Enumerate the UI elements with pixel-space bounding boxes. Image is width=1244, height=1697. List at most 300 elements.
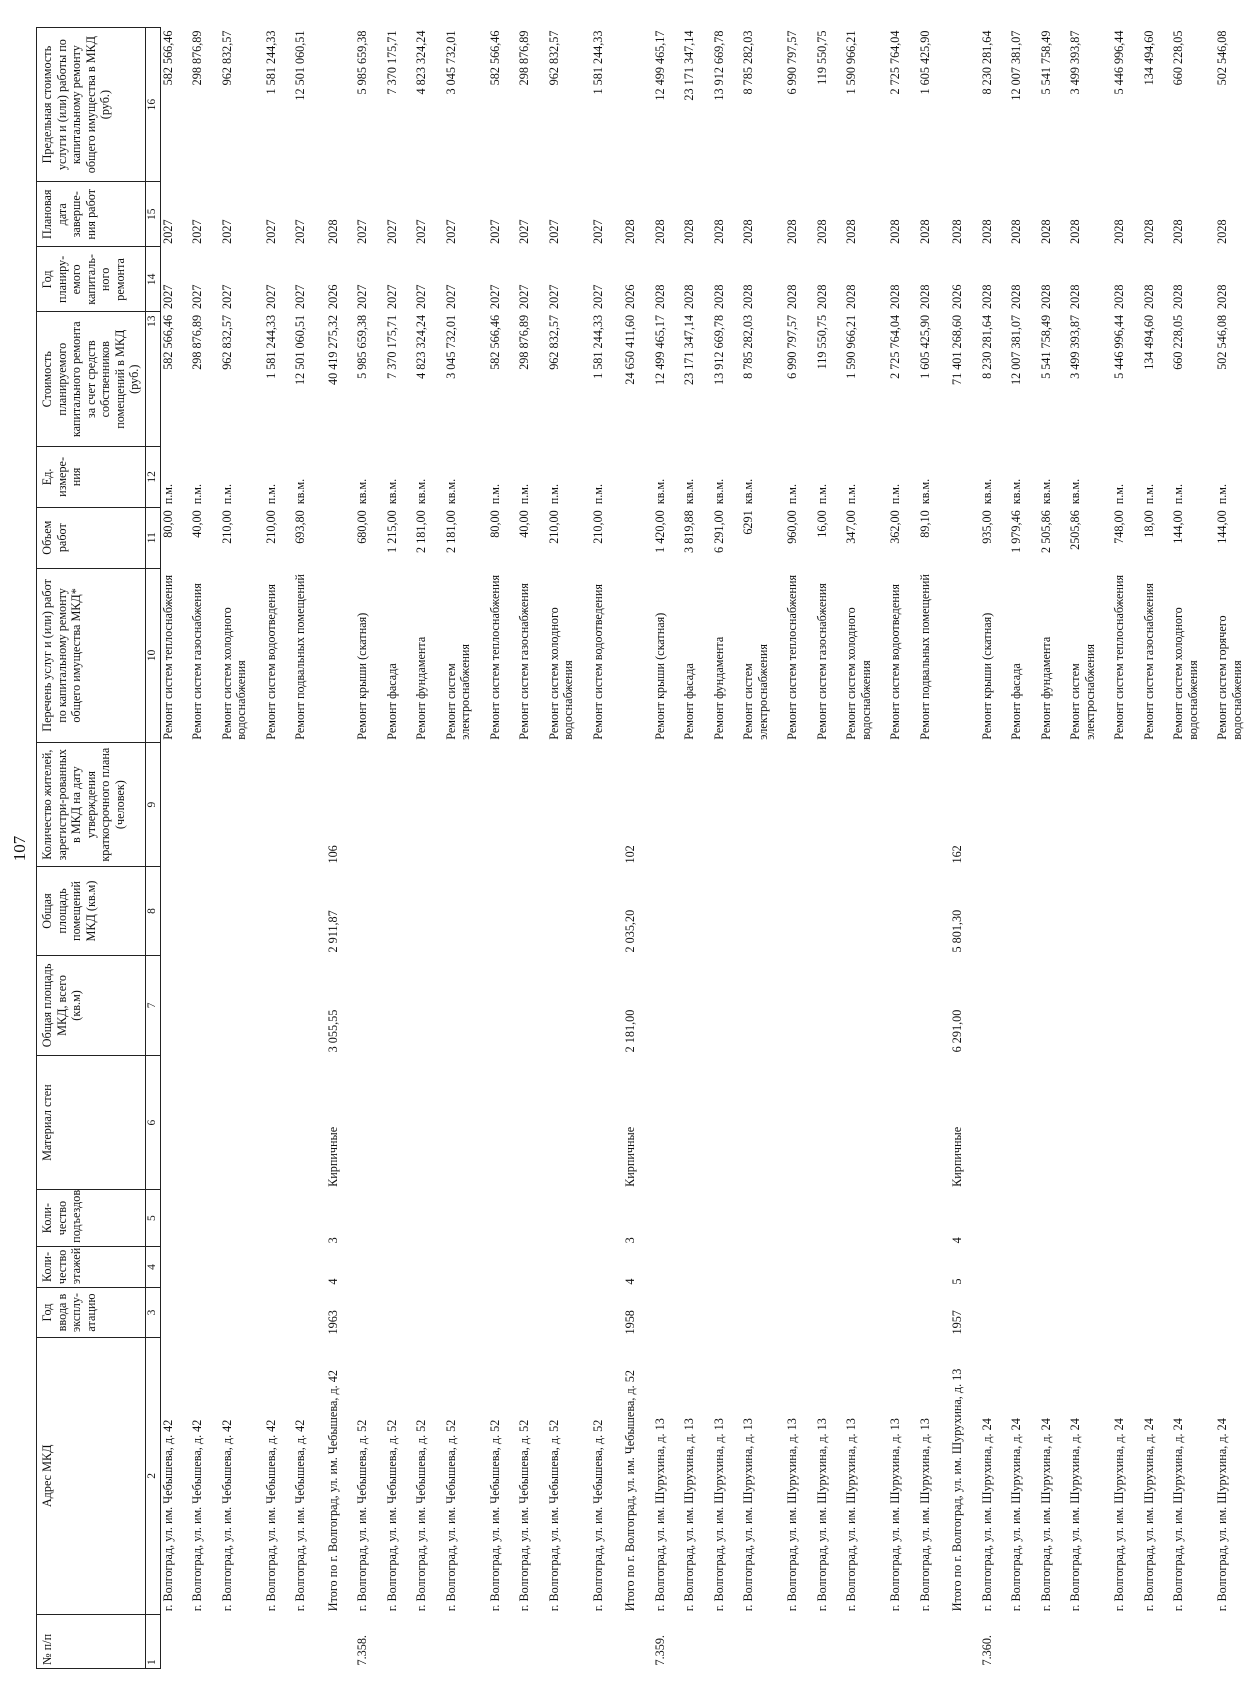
cell-col-6 — [1053, 1055, 1097, 1190]
cell-col-5 — [1097, 1190, 1127, 1246]
cell-col-13: 40 419 275,32 — [325, 314, 340, 386]
header-cell: Предельная стоимость услуги и (или) работы по капитальному ремонту общего имущества в МКД (руб.) — [37, 28, 146, 182]
cell-col-10: Ремонт систем газоснабжения — [1141, 583, 1156, 740]
cell-col-1 — [249, 1614, 279, 1668]
cell-col-6 — [667, 1055, 697, 1190]
cell-col-15: 2027 — [590, 219, 605, 244]
cell-col-9 — [697, 743, 727, 867]
cell-col-16: 3 499 393,87 — [1068, 30, 1082, 95]
cell-col-1: 7.358. — [355, 1635, 369, 1666]
cell-col-16: 4 823 324,24 — [414, 30, 428, 95]
cell-col-6: Кирпичные — [950, 1126, 964, 1187]
cell-col-2: г. Волгоград, ул. им. Шурухина, д. 24 — [1141, 1418, 1156, 1612]
cell-col-15: 2028 — [1112, 219, 1126, 244]
cell-col-3 — [770, 1288, 800, 1338]
cell-col-11: 693,80 — [293, 510, 307, 544]
cell-col-6 — [502, 1055, 532, 1190]
cell-col-2: г. Волгоград, ул. им. Шурухина, д. 24 — [979, 1418, 994, 1612]
cell-col-16: 134 494,60 — [1141, 30, 1156, 86]
cell-col-10: Ремонт систем водоотведения — [888, 584, 902, 740]
cell-col-6 — [903, 1055, 933, 1190]
cell-col-14: 2028 — [1112, 284, 1126, 309]
cell-col-6 — [1156, 1055, 1200, 1190]
cell-col-11: 210,00 — [219, 510, 234, 544]
cell-col-8 — [1156, 867, 1200, 956]
cell-col-9 — [532, 743, 576, 867]
cell-col-7 — [1127, 955, 1157, 1055]
cell-col-11 — [932, 507, 965, 568]
cell-col-16: 119 550,75 — [814, 30, 829, 85]
cell-col-14: 2028 — [1068, 284, 1082, 309]
cell-col-3 — [175, 1288, 205, 1338]
cell-col-9 — [340, 743, 370, 867]
cell-col-4: 5 — [950, 1278, 964, 1285]
cell-col-12: п.м. — [814, 483, 829, 505]
cell-col-12: кв.м. — [355, 478, 369, 505]
cell-col-9 — [502, 743, 532, 867]
cell-col-10: Ремонт подвальных помещений — [293, 574, 307, 740]
cell-col-11: 2505,86 — [1068, 510, 1082, 550]
cell-col-8 — [205, 867, 249, 956]
cell-col-1 — [726, 1614, 770, 1668]
cell-col-10: Ремонт систем газоснабжения — [517, 583, 531, 740]
cell-col-14: 2027 — [384, 284, 399, 309]
cell-col-8 — [994, 867, 1024, 956]
cell-col-2: г. Волгоград, ул. им. Шурухина, д. 13 — [814, 1418, 829, 1612]
cell-col-10: Ремонт систем холодного водоснабжения — [546, 607, 575, 740]
cell-col-2: г. Волгоград, ул. им. Чебышева, д. 42 — [190, 1419, 204, 1612]
cell-col-10 — [308, 568, 341, 743]
cell-col-4 — [429, 1246, 473, 1287]
cell-col-13: 4 823 324,24 — [414, 314, 428, 379]
cell-col-1: 7.360. — [979, 1635, 994, 1666]
cell-col-10: Ремонт фундамента — [1038, 636, 1053, 740]
cell-col-8: 2 035,20 — [623, 909, 637, 953]
cell-col-1 — [770, 1614, 800, 1668]
cell-col-13: 962 832,57 — [546, 314, 561, 370]
cell-col-3 — [697, 1288, 727, 1338]
cell-col-4 — [903, 1246, 933, 1287]
cell-col-12: кв.м. — [384, 478, 399, 505]
cell-col-10 — [932, 568, 965, 743]
cell-col-15: 2028 — [711, 219, 726, 244]
table-row — [502, 28, 532, 1669]
table-row — [473, 28, 503, 1669]
cell-col-3 — [278, 1288, 308, 1338]
cell-col-1 — [429, 1614, 473, 1668]
cell-col-9 — [667, 743, 697, 867]
cell-col-2: г. Волгоград, ул. им. Чебышева, д. 52 — [384, 1419, 399, 1612]
cell-col-14: 2028 — [1141, 284, 1156, 309]
cell-col-11: 2 181,00 — [443, 510, 458, 553]
cell-col-5 — [829, 1190, 873, 1246]
cell-col-3 — [1127, 1288, 1157, 1338]
cell-col-12: кв.м. — [682, 478, 696, 505]
column-number: 5 — [145, 1190, 160, 1246]
column-number: 3 — [145, 1288, 160, 1338]
cell-col-2: г. Волгоград, ул. им. Чебышева, д. 52 — [517, 1419, 531, 1612]
cell-col-14: 2028 — [652, 284, 667, 309]
table-row — [205, 28, 249, 1669]
page-number: 107 — [10, 835, 29, 862]
cell-col-1 — [1156, 1614, 1200, 1668]
cell-col-5 — [1024, 1190, 1054, 1246]
cell-col-9 — [1156, 743, 1200, 867]
cell-col-8 — [473, 867, 503, 956]
cell-col-14: 2028 — [844, 284, 858, 309]
cell-col-8 — [249, 867, 279, 956]
cell-col-6: Кирпичные — [325, 1126, 340, 1187]
cell-col-3 — [429, 1288, 473, 1338]
cell-col-11: 80,00 — [487, 510, 502, 538]
table-row — [429, 28, 473, 1669]
column-number: 13 — [145, 312, 160, 447]
cell-col-4 — [667, 1246, 697, 1287]
cell-col-3 — [576, 1288, 606, 1338]
cell-col-8 — [576, 867, 606, 956]
cell-col-7 — [502, 955, 532, 1055]
header-cell: Количество жителей, зарегистри-рованных в МКД на дату утверждения краткосрочного плана (человек) — [37, 743, 146, 867]
cell-col-13: 13 912 669,78 — [711, 314, 726, 386]
cell-col-5 — [160, 1190, 175, 1246]
cell-col-1 — [278, 1614, 308, 1668]
cell-col-6 — [160, 1055, 175, 1190]
cell-col-16 — [932, 28, 965, 182]
cell-col-14: 2027 — [443, 284, 458, 309]
cell-col-5 — [1200, 1190, 1244, 1246]
cell-col-7 — [800, 955, 830, 1055]
cell-col-9 — [1024, 743, 1054, 867]
cell-col-16: 8 230 281,64 — [979, 30, 994, 95]
cell-col-4 — [576, 1246, 606, 1287]
cell-col-10: Ремонт систем электроснабжения — [741, 643, 770, 740]
cell-col-13: 962 832,57 — [219, 314, 234, 370]
cell-col-6 — [829, 1055, 873, 1190]
cell-col-1 — [473, 1614, 503, 1668]
cell-col-15: 2028 — [785, 219, 799, 244]
cell-col-1 — [160, 1614, 175, 1668]
table-row — [903, 28, 933, 1669]
cell-col-10: Ремонт систем горячего водоснабжения — [1215, 615, 1244, 740]
cell-col-4 — [1156, 1246, 1200, 1287]
cell-col-3 — [873, 1288, 903, 1338]
cell-col-16: 582 566,46 — [487, 30, 502, 86]
cell-col-8 — [667, 867, 697, 956]
cell-col-13: 582 566,46 — [160, 314, 175, 370]
cell-col-1 — [502, 1614, 532, 1668]
cell-col-5 — [1053, 1190, 1097, 1246]
cell-col-11: 2 505,86 — [1038, 510, 1053, 553]
cell-col-15: 2027 — [355, 219, 369, 244]
column-number: 16 — [145, 28, 160, 182]
cell-col-11: 3 819,88 — [682, 510, 696, 553]
cell-col-2: г. Волгоград, ул. им. Чебышева, д. 52 — [443, 1419, 458, 1612]
cell-col-1 — [1097, 1614, 1127, 1668]
cell-col-15: 2028 — [1068, 219, 1082, 244]
cell-col-4 — [726, 1246, 770, 1287]
cell-col-10: Ремонт систем холодного водоснабжения — [219, 607, 248, 740]
cell-col-9 — [249, 743, 279, 867]
cell-col-13: 8 230 281,64 — [979, 314, 994, 379]
cell-col-6 — [576, 1055, 606, 1190]
cell-col-10: Ремонт фасада — [682, 663, 696, 740]
cell-col-9 — [278, 743, 308, 867]
cell-col-11: 935,00 — [979, 510, 994, 544]
cell-col-16: 298 876,89 — [517, 30, 531, 86]
cell-col-16: 5 985 659,38 — [355, 30, 369, 95]
cell-col-13: 119 550,75 — [814, 314, 829, 370]
cell-col-14: 2026 — [325, 284, 340, 309]
cell-col-1: 7.359. — [652, 1635, 667, 1666]
cell-col-6 — [473, 1055, 503, 1190]
cell-col-13: 24 650 411,60 — [623, 314, 637, 385]
cell-col-14: 2028 — [814, 284, 829, 309]
cell-col-10: Ремонт подвальных помещений — [917, 574, 932, 740]
cell-col-4 — [249, 1246, 279, 1287]
cell-col-4 — [278, 1246, 308, 1287]
cell-col-9 — [1200, 743, 1244, 867]
cell-col-13: 502 546,08 — [1215, 314, 1229, 370]
column-number: 11 — [145, 507, 160, 568]
cell-col-7 — [473, 955, 503, 1055]
cell-col-12: п.м. — [1112, 483, 1126, 505]
cell-col-9 — [726, 743, 770, 867]
table-row — [697, 28, 727, 1669]
cell-col-7: 3 055,55 — [325, 1009, 340, 1053]
cell-col-13: 12 499 465,17 — [652, 314, 667, 386]
cell-col-13: 3 045 732,01 — [443, 314, 458, 379]
cell-col-11: 1 979,46 — [1009, 510, 1023, 553]
cell-col-13: 7 370 175,71 — [384, 314, 399, 379]
cell-col-10 — [605, 568, 638, 743]
cell-col-16: 6 990 797,57 — [785, 30, 799, 95]
cell-col-2: г. Волгоград, ул. им. Шурухина, д. 24 — [1068, 1418, 1082, 1612]
table-row — [1097, 28, 1127, 1669]
cell-col-14: 2028 — [1215, 284, 1229, 309]
cell-col-3: 1963 — [325, 1310, 340, 1335]
cell-col-3 — [1156, 1288, 1200, 1338]
cell-col-13: 3 499 393,87 — [1068, 314, 1082, 379]
cell-col-10: Ремонт крыши (скатная) — [355, 612, 369, 740]
cell-col-15: 2027 — [190, 219, 204, 244]
cell-col-16: 502 546,08 — [1215, 30, 1229, 86]
cell-col-1 — [1200, 1614, 1244, 1668]
cell-col-9 — [994, 743, 1024, 867]
cell-col-11: 6 291,00 — [711, 510, 726, 553]
cell-col-7 — [770, 955, 800, 1055]
cell-col-8 — [429, 867, 473, 956]
cell-col-15: 2027 — [219, 219, 234, 244]
cell-col-14: 2028 — [1171, 284, 1185, 309]
cell-col-3 — [370, 1288, 400, 1338]
cell-col-7 — [249, 955, 279, 1055]
cell-col-15: 2027 — [517, 219, 531, 244]
cell-col-5 — [370, 1190, 400, 1246]
cell-col-3 — [205, 1288, 249, 1338]
cell-col-3 — [667, 1288, 697, 1338]
cell-col-9 — [160, 743, 175, 867]
cell-col-6 — [278, 1055, 308, 1190]
cell-col-2: г. Волгоград, ул. им. Чебышева, д. 52 — [546, 1419, 561, 1612]
cell-col-12: п.м. — [263, 483, 278, 505]
cell-col-8 — [873, 867, 903, 956]
cell-col-8 — [638, 867, 668, 956]
cell-col-5 — [278, 1190, 308, 1246]
table-row — [175, 28, 205, 1669]
cell-col-16: 7 370 175,71 — [384, 30, 399, 95]
cell-col-13: 23 171 347,14 — [682, 314, 696, 386]
cell-col-9 — [429, 743, 473, 867]
table-row — [1024, 28, 1054, 1669]
cell-col-5 — [667, 1190, 697, 1246]
total-row — [308, 28, 341, 1669]
cell-col-4 — [770, 1246, 800, 1287]
cell-col-8 — [1053, 867, 1097, 956]
cell-col-7 — [175, 955, 205, 1055]
table-row — [1053, 28, 1097, 1669]
table-row — [800, 28, 830, 1669]
cell-col-14: 2028 — [1038, 284, 1053, 309]
table-row — [638, 28, 668, 1669]
column-number: 1 — [145, 1614, 160, 1668]
cell-col-9 — [903, 743, 933, 867]
cell-col-8 — [965, 867, 995, 956]
cell-col-5 — [903, 1190, 933, 1246]
cell-col-7 — [965, 955, 995, 1055]
cell-col-16: 298 876,89 — [190, 30, 204, 86]
cell-col-10: Ремонт систем газоснабжения — [814, 583, 829, 740]
cell-col-2: Итого по г. Волгоград, ул. им. Шурухина, д. 13 — [950, 1368, 964, 1612]
cell-col-6 — [638, 1055, 668, 1190]
cell-col-6 — [873, 1055, 903, 1190]
cell-col-10: Ремонт систем водоотведения — [590, 584, 605, 740]
cell-col-7 — [399, 955, 429, 1055]
table-row — [160, 28, 175, 1669]
cell-col-12: кв.м. — [1068, 478, 1082, 505]
cell-col-4: 4 — [325, 1278, 340, 1285]
cell-col-12: п.м. — [844, 483, 858, 505]
cell-col-7 — [576, 955, 606, 1055]
cell-col-1 — [994, 1614, 1024, 1668]
cell-col-11: 1 215,00 — [384, 510, 399, 553]
cell-col-16: 582 566,46 — [160, 30, 175, 86]
cell-col-13: 12 501 060,51 — [293, 314, 307, 386]
cell-col-15: 2028 — [1038, 219, 1053, 244]
cell-col-15: 2027 — [384, 219, 399, 244]
column-number: 12 — [145, 447, 160, 508]
cell-col-5 — [399, 1190, 429, 1246]
cell-col-3 — [473, 1288, 503, 1338]
cell-col-4 — [370, 1246, 400, 1287]
cell-col-7 — [278, 955, 308, 1055]
cell-col-8 — [1097, 867, 1127, 956]
cell-col-16: 3 045 732,01 — [443, 30, 458, 95]
cell-col-7 — [667, 955, 697, 1055]
cell-col-13: 71 401 268,60 — [950, 314, 964, 386]
cell-col-1 — [1053, 1614, 1097, 1668]
cell-col-15: 2028 — [623, 219, 637, 244]
cell-col-2: г. Волгоград, ул. им. Шурухина, д. 13 — [652, 1418, 667, 1612]
cell-col-2: г. Волгоград, ул. им. Шурухина, д. 24 — [1038, 1418, 1053, 1612]
cell-col-2: г. Волгоград, ул. им. Чебышева, д. 52 — [487, 1419, 502, 1612]
cell-col-3 — [1024, 1288, 1054, 1338]
cell-col-4 — [697, 1246, 727, 1287]
cell-col-9 — [1097, 743, 1127, 867]
cell-col-6 — [429, 1055, 473, 1190]
cell-col-11: 210,00 — [546, 510, 561, 544]
cell-col-11: 2 181,00 — [414, 510, 428, 553]
cell-col-7 — [370, 955, 400, 1055]
cell-col-12: кв.м. — [652, 478, 667, 505]
cell-col-5 — [175, 1190, 205, 1246]
table-row — [994, 28, 1024, 1669]
cell-col-1 — [697, 1614, 727, 1668]
cell-col-15: 2028 — [1141, 219, 1156, 244]
cell-col-6: Кирпичные — [623, 1126, 637, 1187]
cell-col-3 — [994, 1288, 1024, 1338]
cell-col-16: 1 581 244,33 — [590, 30, 605, 95]
cell-col-3 — [502, 1288, 532, 1338]
cell-col-5 — [340, 1190, 370, 1246]
cell-col-1 — [308, 1614, 341, 1668]
cell-col-2: г. Волгоград, ул. им. Шурухина, д. 24 — [1112, 1418, 1126, 1612]
cell-col-8: 5 801,30 — [950, 909, 964, 953]
column-number-row — [145, 28, 160, 1669]
table-row — [249, 28, 279, 1669]
cell-col-5 — [576, 1190, 606, 1246]
cell-col-12: п.м. — [888, 483, 902, 505]
cell-col-16: 12 501 060,51 — [293, 30, 307, 101]
table-row — [340, 28, 370, 1669]
cell-col-5: 3 — [623, 1237, 637, 1244]
cell-col-16: 1 581 244,33 — [263, 30, 278, 95]
cell-col-13: 5 446 996,44 — [1112, 314, 1126, 379]
cell-col-11: 210,00 — [590, 510, 605, 544]
cell-col-4: 4 — [623, 1278, 637, 1285]
cell-col-3 — [800, 1288, 830, 1338]
cell-col-11: 16,00 — [814, 510, 829, 538]
cell-col-3 — [1097, 1288, 1127, 1338]
cell-col-10: Ремонт фасада — [1009, 663, 1023, 740]
cell-col-4 — [829, 1246, 873, 1287]
cell-col-5 — [1156, 1190, 1200, 1246]
cell-col-13: 12 007 381,07 — [1009, 314, 1023, 386]
cell-col-12: п.м. — [1141, 483, 1156, 505]
cell-col-16: 5 541 758,49 — [1038, 30, 1053, 95]
cell-col-4 — [638, 1246, 668, 1287]
cell-col-2: г. Волгоград, ул. им. Чебышева, д. 52 — [414, 1419, 428, 1612]
cell-col-16: 13 912 669,78 — [711, 30, 726, 101]
cell-col-13: 1 581 244,33 — [263, 314, 278, 379]
cell-col-8 — [697, 867, 727, 956]
cell-col-3 — [638, 1288, 668, 1338]
cell-col-6 — [249, 1055, 279, 1190]
table-row — [1156, 28, 1200, 1669]
cell-col-7 — [873, 955, 903, 1055]
cell-col-10: Ремонт систем газоснабжения — [190, 583, 204, 740]
cell-col-10: Ремонт систем теплоснабжения — [1112, 574, 1126, 740]
cell-col-11: 680,00 — [355, 510, 369, 544]
header-cell: Общая площадь помещений МКД (кв.м) — [37, 867, 146, 956]
column-number: 4 — [145, 1246, 160, 1287]
table-row — [667, 28, 697, 1669]
cell-col-16: 1 605 425,90 — [917, 30, 932, 95]
cell-col-14: 2027 — [487, 284, 502, 309]
cell-col-15: 2028 — [652, 219, 667, 244]
cell-col-9 — [473, 743, 503, 867]
cell-col-6 — [340, 1055, 370, 1190]
cell-col-11: 40,00 — [517, 510, 531, 538]
